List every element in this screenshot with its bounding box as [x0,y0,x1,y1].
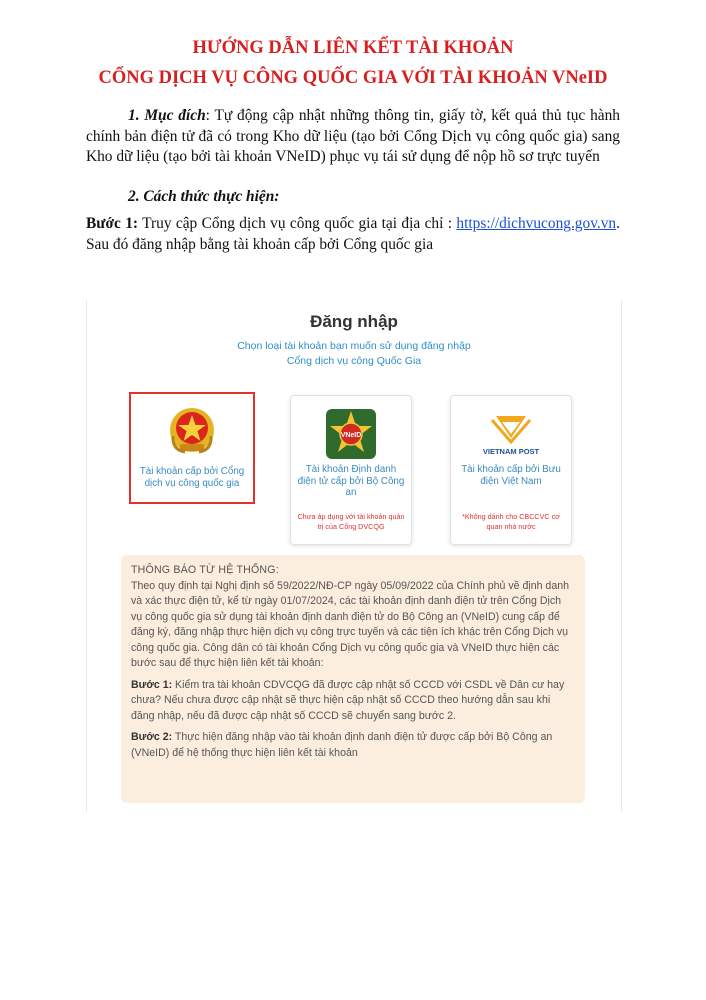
dichvucong-link[interactable]: https://dichvucong.gov.vn [456,215,617,232]
doc-title-line2: CỔNG DỊCH VỤ CÔNG QUỐC GIA VỚI TÀI KHOẢN VNeID [98,68,608,88]
login-screenshot [86,300,622,812]
system-notice [121,555,585,803]
notice-step1-text: Kiểm tra tài khoản CDVCQG đã được cập nhật số CCCD với CSDL về Dân cư hay chưa? Nếu chưa được cập nhật sẽ thực hiện cập nhật số CCCD theo hướng dẫn sau khi đăng nhập, nếu đã được cập nhật số CCCD sẽ chuyển sang bước 2. [131,678,565,722]
vietnam-post-logo-text: VIETNAM POST [482,447,540,456]
login-title: Đăng nhập [310,312,398,331]
method-heading [86,187,620,208]
card-label: Tài khoản cấp bởi Cổng dịch vụ công quốc gia [139,466,245,489]
card-national-portal-account[interactable] [129,392,255,504]
notice-step1 [131,678,575,725]
purpose-label: 1. Mục đích [128,107,206,124]
purpose-paragraph [86,106,620,168]
notice-step1-label: Bước 1: [131,678,173,691]
notice-heading: THÔNG BÁO TỪ HỆ THỐNG: [131,564,279,576]
card-vietnam-post-account[interactable] [450,395,572,545]
step1-text-b: . Sau đó đăng nhập bằng tài khoản cấp bởi Cổng quốc gia [86,215,620,253]
method-heading-text: 2. Cách thức thực hiện: [128,188,280,205]
card-label: Tài khoản cấp bởi Bưu điện Việt Nam [461,464,561,487]
card-note: Chưa áp dụng với tài khoản quản trị của Cổng DVCQG [297,512,405,531]
doc-title-line1: HƯỚNG DẪN LIÊN KẾT TÀI KHOẢN [192,38,514,58]
vneid-logo-text: VNeID [340,432,362,439]
step1-text-a: Truy cập Cổng dịch vụ công quốc gia tại địa chỉ : [138,215,457,232]
card-vneid-account[interactable] [290,395,412,545]
card-note: *Không dành cho CBCCVC cơ quan nhà nước [462,512,560,531]
national-emblem-icon [168,406,216,461]
login-subtitle-2: Cổng dịch vụ công Quốc Gia [286,355,422,367]
step1-label: Bước 1: [86,215,139,232]
login-subtitle-1: Chọn loại tài khoản bạn muốn sử dụng đăng nhập [237,340,471,352]
notice-body: Theo quy định tại Nghị định số 59/2022/NĐ-CP ngày 05/09/2022 của Chính phủ về định danh và xác thực điện tử, kể từ ngày 01/07/2024, các tài khoản định danh điện tử trên Cổng Dịch vụ công quốc gia sử dụng tài khoản định danh điện tử do Bộ Công an (VNeID) cung cấp để đăng ký, đăng nhập thực hiện dịch vụ công trực tuyến và các tiện ích khác trên Cổng Dịch vụ công quốc gia. Công dân có tài khoản Cổng Dịch vụ công quốc gia và VNeID thực hiện các bước sau để thực hiện liên kết tài khoản: [131,579,569,669]
card-label: Tài khoản Định danh điện tử cấp bởi Bộ Công an [297,464,405,498]
notice-step2 [131,730,575,761]
step1-paragraph [86,214,620,255]
purpose-text: : Tự động cập nhật những thông tin, giấy tờ, kết quả thủ tục hành chính bản điện tử đã có trong Kho dữ liệu (tạo bởi Cổng Dịch vụ công quốc gia) sang Kho dữ liệu (tạo bởi tài khoản VNeID) phục vụ tái sử dụng để nộp hồ sơ trực tuyến [86,107,620,165]
notice-step2-text: Thực hiện đăng nhập vào tài khoản định danh điện tử được cấp bởi Bộ Công an (VNeID) để hệ thống thực hiện liên kết tài khoản [131,731,553,759]
notice-step2-label: Bước 2: [131,731,173,743]
vneid-icon [325,408,377,465]
vietnam-post-icon [476,408,546,463]
